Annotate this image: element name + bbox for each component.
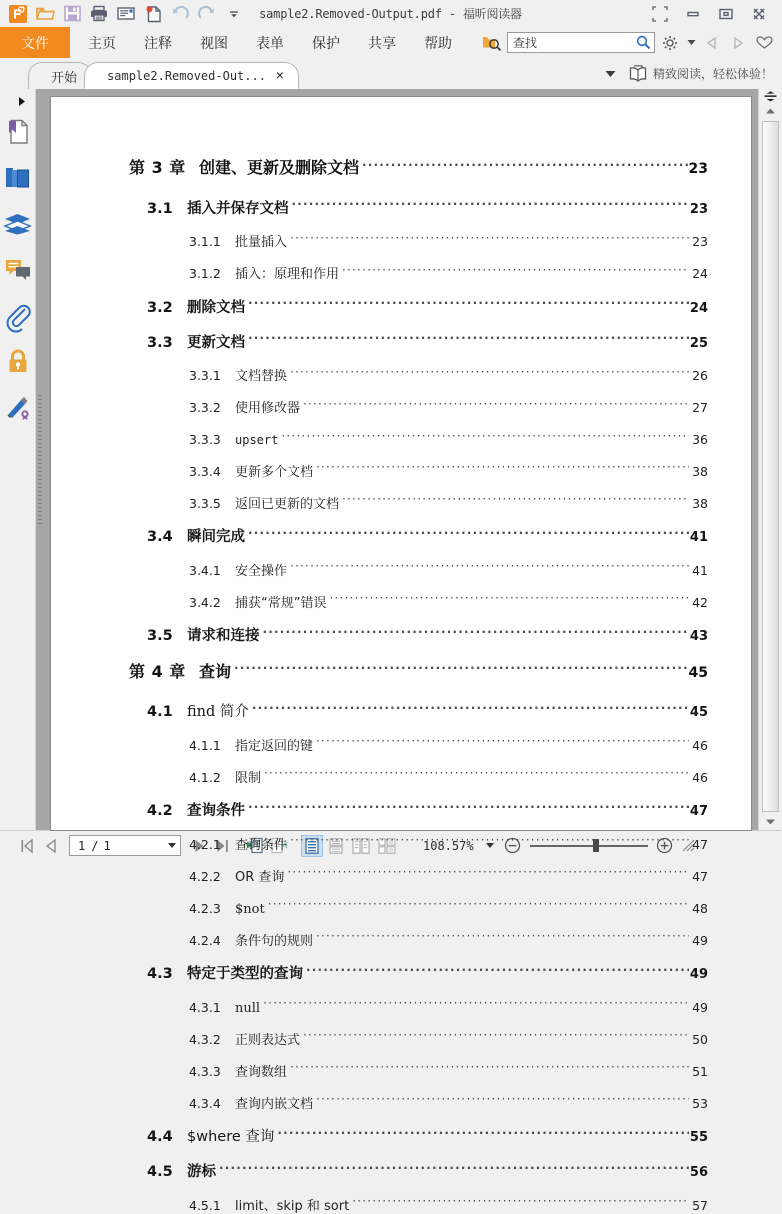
toc-title: 删除文档	[187, 299, 245, 316]
toc-leader-dots	[329, 594, 689, 607]
search-settings-caret-icon[interactable]	[685, 32, 697, 54]
toc-page-number: 26	[692, 368, 708, 383]
email-icon[interactable]	[114, 3, 138, 25]
toc-page-number: 46	[692, 737, 708, 753]
toc-page-number: 49	[689, 967, 708, 982]
toc-title: 正则表达式	[235, 1032, 301, 1048]
toc-leader-dots	[248, 297, 689, 312]
toc-leader-dots	[303, 399, 689, 412]
toc-entry-section[interactable]	[51, 198, 751, 216]
toc-entry-subsection[interactable]	[51, 233, 751, 249]
toc-leader-dots	[248, 801, 689, 816]
print-icon[interactable]	[87, 3, 111, 25]
toc-leader-dots	[234, 661, 688, 677]
toc-page-number: 48	[692, 900, 708, 916]
tab-document[interactable]	[84, 62, 299, 89]
toc-number: 4.1.2	[189, 769, 221, 785]
toc-leader-dots	[362, 157, 688, 173]
toc-page-number: 23	[692, 234, 708, 249]
toc-title: limit、skip 和 sort	[235, 1198, 350, 1214]
toc-title: 文档替换	[235, 369, 288, 384]
toc-page-number: 51	[692, 1063, 708, 1079]
toc-number: 4.1	[147, 704, 173, 720]
splitter-grip-icon	[38, 395, 42, 525]
toc-page-number: 55	[689, 1130, 708, 1145]
toc-title: upsert	[235, 433, 279, 447]
menu-item-help[interactable]: 帮助	[424, 35, 452, 52]
toc-leader-dots	[292, 198, 689, 213]
toc-number: 3.3.2	[189, 400, 221, 415]
redo-icon[interactable]	[195, 3, 219, 25]
navigation-panel	[0, 89, 36, 830]
toc-number: 3.5	[147, 628, 173, 644]
toc-page-number: 24	[692, 266, 708, 281]
toc-number: 4.3.2	[189, 1031, 221, 1047]
toc-number: 3.3.3	[189, 432, 221, 447]
toc-page-number: 23	[688, 161, 708, 177]
toc-leader-dots	[316, 737, 689, 750]
zoom-slider[interactable]	[530, 836, 648, 856]
toc-entry-subsection[interactable]	[51, 1031, 751, 1047]
table-of-contents	[51, 97, 751, 1214]
toc-leader-dots	[248, 527, 689, 542]
scrollbar-thumb[interactable]	[762, 121, 779, 812]
toc-title: 更新多个文档	[235, 464, 314, 480]
toc-page-number: 42	[692, 594, 708, 610]
panel-splitter[interactable]	[36, 89, 44, 830]
toc-title: 查询条件	[187, 803, 245, 819]
toc-leader-dots	[316, 932, 689, 945]
toc-entry-section[interactable]	[51, 1162, 751, 1180]
toc-number: 4.1.1	[189, 737, 221, 753]
toc-page-number: 27	[692, 400, 708, 415]
toc-page-number: 49	[692, 932, 708, 948]
toc-page-number: 49	[692, 999, 708, 1015]
toc-number: 第 3 章	[129, 158, 186, 177]
toc-number: 4.3.3	[189, 1063, 221, 1079]
toc-page-number: 47	[689, 804, 708, 819]
toc-leader-dots	[290, 562, 689, 575]
toc-entry-section[interactable]	[51, 964, 751, 982]
toc-number: 4.5.1	[189, 1197, 221, 1213]
toc-entry-subsection[interactable]	[51, 495, 751, 511]
toc-entry-subsection[interactable]	[51, 1095, 751, 1111]
toc-number: 3.3.4	[189, 463, 221, 479]
toc-page-number: 41	[692, 562, 708, 578]
search-placeholder: 查找	[513, 36, 538, 50]
maximize-button[interactable]	[709, 0, 742, 27]
toc-page-number: 45	[688, 664, 708, 681]
toc-number: 3.2	[147, 299, 173, 316]
zoom-level-label: 108.57%	[423, 838, 474, 853]
toc-entry-section[interactable]	[51, 702, 751, 720]
toc-leader-dots	[316, 1095, 689, 1108]
toc-title: 捕获“常规”错误	[235, 595, 327, 611]
toc-page-number: 47	[692, 868, 708, 884]
toc-title: 指定返回的键	[235, 738, 314, 754]
zoom-slider-rail	[530, 845, 648, 847]
toc-title: 特定于类型的查询	[187, 966, 303, 982]
toc-page-number: 24	[689, 300, 708, 316]
toc-leader-dots	[263, 999, 689, 1012]
window-controls	[643, 0, 781, 27]
toc-title: OR 查询	[235, 869, 285, 885]
toc-entry-subsection[interactable]	[51, 562, 751, 578]
toc-entry-subsection[interactable]	[51, 265, 751, 281]
find-folder-icon[interactable]	[481, 32, 503, 54]
toc-page-number: 36	[692, 432, 708, 447]
window-title-sep: -	[441, 7, 463, 21]
toc-entry-section[interactable]	[51, 1127, 751, 1145]
toc-page-number: 46	[692, 769, 708, 785]
toc-number: 4.2.3	[189, 900, 221, 916]
toc-leader-dots	[277, 1127, 689, 1142]
toc-page-number: 38	[692, 463, 708, 479]
first-page-button[interactable]	[16, 835, 38, 857]
toc-entry-subsection[interactable]	[51, 737, 751, 753]
toc-title: $where 查询	[187, 1129, 275, 1145]
toc-entry-clipped-wrapper	[51, 1197, 751, 1214]
toc-entry-section[interactable]	[51, 527, 751, 545]
toc-leader-dots	[252, 702, 689, 717]
toc-title: 使用修改器	[235, 401, 301, 416]
toc-leader-dots	[316, 463, 689, 476]
tab-document-label: sample2.Removed-Out...	[107, 68, 266, 83]
toc-title: 创建、更新及删除文档	[199, 158, 360, 177]
new-document-icon[interactable]	[141, 3, 165, 25]
scroll-up-button[interactable]	[759, 103, 782, 119]
panel-expand-arrow-icon[interactable]	[0, 93, 35, 109]
toc-page-number: 56	[689, 1165, 708, 1180]
page-separator: /	[91, 838, 99, 853]
toc-number: 4.3.1	[189, 999, 221, 1015]
tab-start-label: 开始	[51, 70, 78, 86]
toc-entry-subsection[interactable]	[51, 399, 751, 415]
toc-entry-subsection[interactable]	[51, 367, 751, 383]
toc-leader-dots	[290, 367, 689, 380]
minimize-button[interactable]	[676, 0, 709, 27]
toc-leader-dots	[342, 265, 689, 278]
vertical-scrollbar[interactable]	[758, 89, 781, 830]
scroll-down-button[interactable]	[759, 814, 782, 830]
toc-number: 4.2.2	[189, 868, 221, 884]
toc-title: 更新文档	[187, 334, 245, 351]
toc-title: 游标	[187, 1164, 216, 1180]
toc-entry-subsection[interactable]	[51, 594, 751, 610]
toc-title: 请求和连接	[187, 628, 260, 644]
toc-page-number: 43	[689, 629, 708, 644]
toc-leader-dots	[263, 626, 689, 641]
toc-title: 查询数组	[235, 1064, 288, 1080]
scrollbar-split-grip-icon[interactable]	[759, 89, 782, 103]
page-thumbnails-panel-icon[interactable]	[0, 155, 36, 201]
toc-entry-subsection[interactable]	[51, 1063, 751, 1079]
toc-page-number: 25	[689, 335, 708, 351]
toc-number: 4.2	[147, 803, 173, 819]
foxit-logo-icon[interactable]	[6, 3, 30, 25]
tab-close-icon[interactable]: ✕	[275, 68, 284, 83]
zoom-slider-knob[interactable]	[593, 839, 599, 852]
toc-number: 第 4 章	[129, 661, 186, 681]
toc-title: 瞬间完成	[187, 529, 245, 545]
favorite-heart-icon[interactable]	[753, 32, 775, 54]
menu-item-file[interactable]: 文件	[0, 27, 70, 58]
toc-title: null	[235, 1000, 261, 1016]
tab-bar-right	[600, 58, 781, 89]
open-folder-icon[interactable]	[33, 3, 57, 25]
toc-leader-dots	[219, 1162, 689, 1177]
toc-entry-chapter[interactable]	[51, 661, 751, 680]
toc-leader-dots	[352, 1197, 689, 1210]
toc-leader-dots	[248, 332, 689, 347]
toc-page-number: 57	[692, 1197, 708, 1213]
search-next-button[interactable]	[727, 32, 749, 54]
restore-layout-button[interactable]	[643, 0, 676, 27]
toc-entry-section[interactable]	[51, 297, 751, 315]
toc-number: 3.4.1	[189, 562, 221, 578]
toc-entry-section[interactable]	[51, 332, 751, 350]
toc-number: 4.5	[147, 1164, 173, 1180]
toc-entry-subsection[interactable]	[51, 932, 751, 948]
toc-title: 安全操作	[235, 563, 288, 579]
toc-leader-dots	[290, 1063, 689, 1076]
toc-leader-dots	[306, 964, 689, 979]
toc-number: 4.3	[147, 966, 173, 982]
toc-entry-subsection[interactable]	[51, 1197, 751, 1213]
scrollbar-track[interactable]	[759, 119, 782, 814]
search-input[interactable]	[507, 32, 655, 53]
toc-page-number: 38	[692, 495, 708, 511]
customize-qat-caret-icon[interactable]	[222, 3, 246, 25]
toc-title: 插入并保存文档	[187, 200, 289, 217]
toc-page-number: 47	[692, 836, 708, 852]
undo-icon[interactable]	[168, 3, 192, 25]
toc-number: 4.2.4	[189, 932, 221, 948]
toc-number: 3.4	[147, 529, 173, 545]
open-book-icon	[628, 65, 648, 83]
toc-page-number: 53	[692, 1095, 708, 1111]
toc-page-number: 45	[689, 705, 708, 720]
menu-item-comment[interactable]: 注释	[144, 35, 172, 52]
toc-entry-chapter[interactable]	[51, 157, 751, 176]
toc-leader-dots	[290, 233, 689, 246]
attachments-panel-icon[interactable]	[0, 293, 36, 339]
toc-number: 3.1	[147, 200, 173, 217]
toc-leader-dots	[303, 1031, 689, 1044]
menu-item-protect[interactable]: 保护	[312, 35, 340, 52]
toc-title: 插入：原理和作用	[235, 267, 340, 282]
page-total: 1	[103, 838, 111, 853]
toc-entry-subsection[interactable]	[51, 769, 751, 785]
tab-start[interactable]	[28, 62, 92, 89]
toc-entry-subsection[interactable]	[51, 463, 751, 479]
toc-number: 3.1.2	[189, 266, 221, 281]
toc-title: 查询	[199, 661, 232, 681]
toc-title: find 简介	[187, 704, 249, 720]
toc-number: 3.3.1	[189, 368, 221, 383]
toc-page-number: 41	[689, 530, 708, 545]
quick-access-toolbar	[0, 3, 246, 25]
window-title-app: 福昕阅读器	[462, 7, 522, 21]
comments-panel-icon[interactable]	[0, 247, 36, 293]
toc-title: 返回已更新的文档	[235, 496, 340, 512]
toc-page-number: 23	[689, 201, 708, 217]
toc-title: 批量插入	[235, 235, 288, 250]
toc-title: 查询内嵌文档	[235, 1096, 314, 1112]
security-panel-icon[interactable]	[0, 339, 36, 385]
search-prev-button[interactable]	[701, 32, 723, 54]
search-area	[481, 27, 781, 58]
toc-title: 条件句的规则	[235, 933, 314, 949]
toc-title: 查询条件	[235, 837, 288, 853]
toc-entry-section[interactable]	[51, 626, 751, 644]
page-current: 1	[78, 838, 87, 853]
toc-leader-dots	[281, 431, 689, 444]
toc-number: 4.3.4	[189, 1095, 221, 1111]
toc-number: 3.3	[147, 334, 173, 351]
menu-item-view[interactable]: 视图	[200, 35, 228, 52]
toc-leader-dots	[287, 868, 689, 881]
toc-leader-dots	[342, 495, 689, 508]
document-tab-bar	[0, 58, 781, 89]
toc-number: 4.4	[147, 1129, 173, 1145]
toc-title: $not	[235, 901, 265, 917]
tab-overflow-caret-icon[interactable]	[600, 63, 622, 85]
promo-text: 精致阅读，轻松体验！	[652, 67, 773, 81]
toc-page-number: 50	[692, 1031, 708, 1047]
promo-banner[interactable]	[628, 65, 777, 83]
menu-item-form[interactable]: 表单	[256, 35, 284, 52]
title-bar	[0, 0, 781, 27]
menu-item-share[interactable]: 共享	[368, 35, 396, 52]
toc-number: 4.2.1	[189, 836, 221, 852]
menu-item-home[interactable]: 主页	[88, 35, 116, 52]
signatures-panel-icon[interactable]	[0, 385, 36, 431]
bookmarks-panel-icon[interactable]	[0, 109, 36, 155]
toc-title: 限制	[235, 770, 262, 786]
window-title-file: sample2.Removed-Output.pdf	[259, 7, 442, 21]
menu-bar	[0, 27, 781, 58]
layers-panel-icon[interactable]	[0, 201, 36, 247]
save-icon[interactable]	[60, 3, 84, 25]
toc-entry-subsection[interactable]	[51, 868, 751, 884]
toc-number: 3.1.1	[189, 234, 221, 249]
search-settings-gear-icon[interactable]	[659, 32, 681, 54]
close-button[interactable]	[742, 0, 775, 27]
toc-entry-subsection[interactable]	[51, 431, 751, 447]
toc-number: 3.3.5	[189, 495, 221, 511]
toc-number: 3.4.2	[189, 594, 221, 610]
toc-leader-dots	[268, 900, 689, 913]
search-icon	[636, 35, 651, 50]
toc-entry-section[interactable]	[51, 801, 751, 819]
toc-entry-subsection[interactable]	[51, 900, 751, 916]
toc-entry-subsection[interactable]	[51, 999, 751, 1015]
toc-leader-dots	[264, 769, 689, 782]
